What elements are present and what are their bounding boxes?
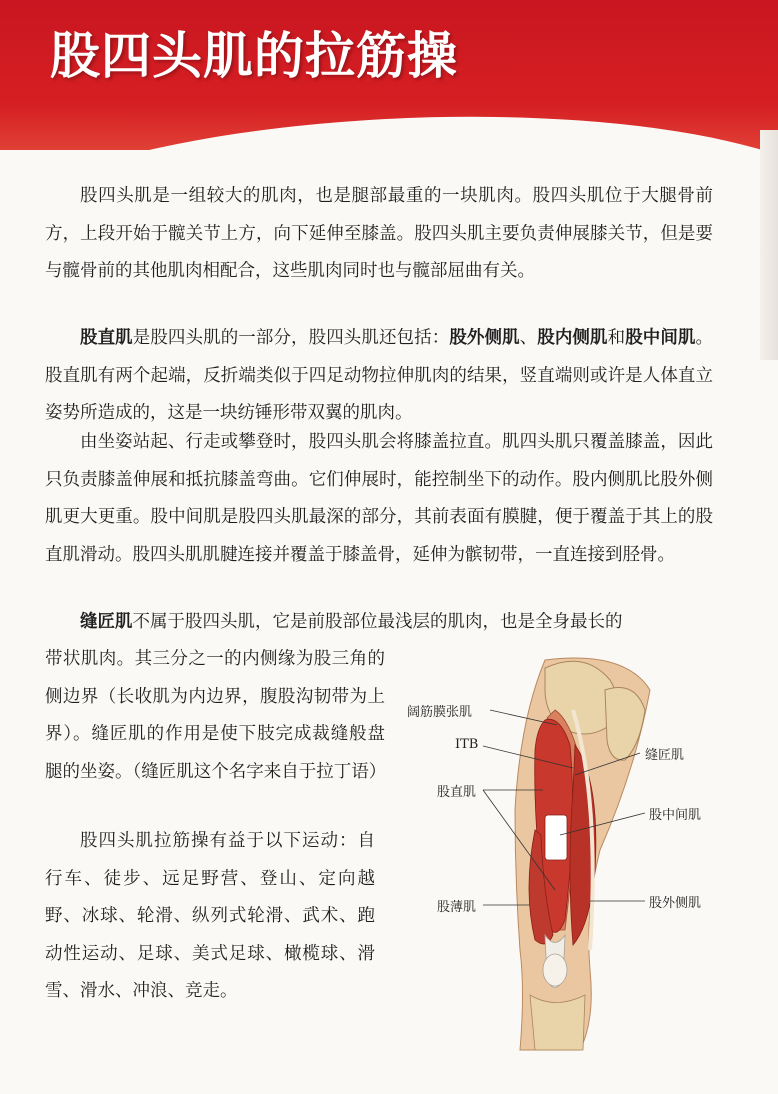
- paragraph-text: 和: [607, 328, 626, 348]
- paragraph-text: 。股直肌有两个起端，反折端类似于四足动物拉伸肌肉的结果，竖直端则或许是人体直立姿势所造成的，这是一块纺锤形带双翼的肌肉。: [45, 328, 714, 423]
- knee-joint: [530, 995, 585, 1050]
- term-vastus-medialis: 股内侧肌: [537, 328, 608, 348]
- thigh-anatomy-figure: [395, 650, 725, 1055]
- label-vastus-intermedius: 股中间肌: [649, 808, 702, 823]
- label-vastus-lateralis: 股外侧肌: [649, 896, 702, 911]
- paragraph-sartorius: [45, 604, 713, 642]
- paragraph-function: 由坐姿站起、行走或攀登时，股四头肌会将膝盖拉直。肌四头肌只覆盖膝盖，因此只负责膝盖伸展和抵抗膝盖弯曲。它们伸展时，能控制坐下的动作。股内侧肌比股外侧肌更大更重。股中间肌是股四头肌最深的部分，其前表面有膜腱，便于覆盖于其上的股直肌滑动。股四头肌肌腱连接并覆盖于膝盖骨，延伸为髌韧带，一直连接到胫骨。: [45, 432, 713, 565]
- intermedius-window: [545, 815, 567, 860]
- paragraph-intro: 股四头肌是一组较大的肌肉，也是腿部最重的一块肌肉。股四头肌位于大腿骨前方，上段开始于髋关节上方，向下延伸至膝盖。股四头肌主要负责伸展膝关节，但是要与髋骨前的其他肌肉相配合，这些肌肉同时也与髋部屈曲有关。: [45, 186, 713, 281]
- label-tfl: 阔筋膜张肌: [407, 705, 473, 720]
- paragraph-text: 不属于股四头肌，它是前股部位最浅层的肌肉，也是全身最长的: [132, 612, 623, 632]
- paragraph-sports: 股四头肌拉筋操有益于以下运动：自行车、徒步、远足野营、登山、定向越野、冰球、轮滑、纵列式轮滑、武术、跑动性运动、足球、美式足球、橄榄球、滑雪、滑水、冲浪、竞走。: [45, 831, 375, 1001]
- hip-bone: [605, 688, 645, 761]
- page-header: [0, 0, 778, 150]
- paragraph-text: 、: [519, 328, 538, 348]
- label-rectus-femoris: 股直肌: [437, 785, 477, 800]
- term-vastus-intermedius: 股中间肌: [625, 328, 696, 348]
- paragraph-text: 是股四头肌的一部分，股四头肌还包括：: [132, 328, 450, 348]
- patella: [543, 954, 567, 986]
- label-itb: ITB: [455, 737, 479, 752]
- paragraph-sartorius-continued: 带状肌肉。其三分之一的内侧缘为股三角的侧边界（长收肌为内边界，腹股沟韧带为上界）。缝匠肌的作用是使下肢完成裁缝般盘腿的坐姿。（缝匠肌这个名字来自于拉丁语）: [45, 649, 387, 782]
- page-edge-shadow: [760, 130, 778, 360]
- header-curve: [0, 101, 778, 150]
- label-sartorius: 缝匠肌: [645, 748, 685, 763]
- paragraph-rectus: [45, 320, 713, 433]
- term-sartorius: 缝匠肌: [80, 612, 133, 632]
- term-rectus-femoris: 股直肌: [80, 328, 133, 348]
- term-vastus-lateralis: 股外侧肌: [449, 328, 520, 348]
- label-gracilis: 股薄肌: [437, 900, 477, 915]
- page-title: 股四头肌的拉筋操: [50, 27, 458, 85]
